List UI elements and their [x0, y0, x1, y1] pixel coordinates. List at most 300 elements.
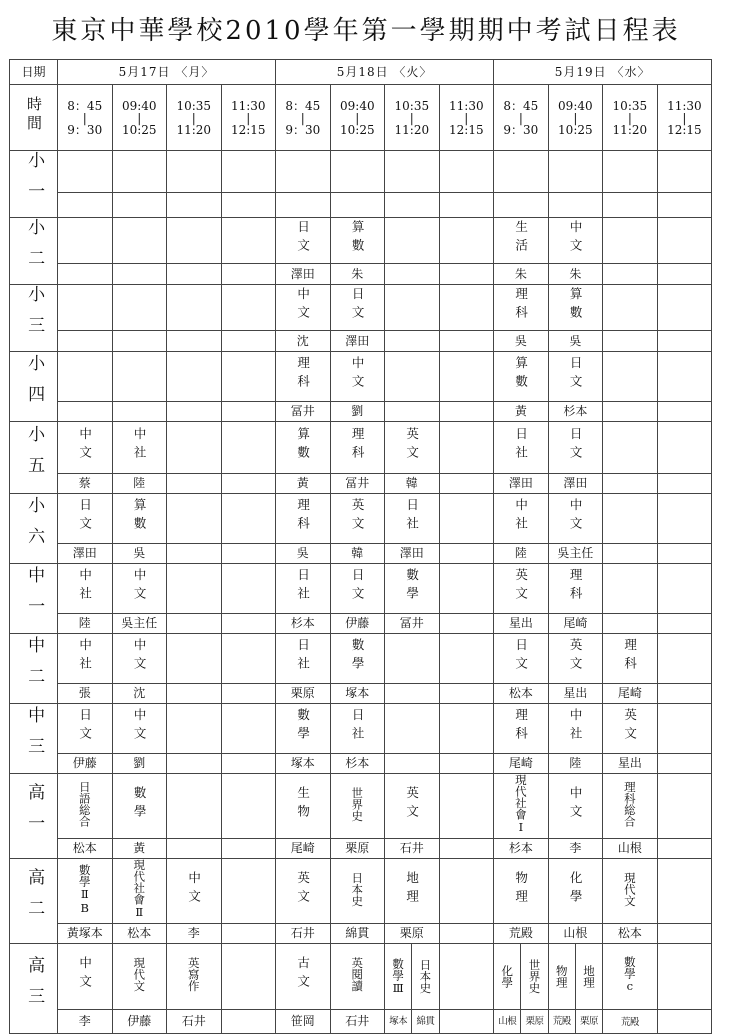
teacher-cell	[657, 264, 712, 285]
teacher-cell	[494, 614, 549, 634]
subject-row	[10, 774, 712, 839]
subject-cell	[439, 634, 494, 684]
subject-row	[10, 859, 712, 924]
teacher-cell	[548, 754, 603, 774]
subject-cell	[603, 422, 658, 474]
teacher-cell	[494, 331, 549, 352]
time-label: 時間	[10, 85, 58, 151]
subject-name: 日本史	[418, 959, 433, 994]
subject-cell	[603, 285, 658, 331]
teacher-name: 蔡	[78, 476, 91, 490]
teacher-cell	[276, 402, 331, 422]
teacher-name: 星出	[508, 616, 533, 630]
teacher-cell	[112, 192, 167, 217]
teacher-name: 松本	[72, 841, 97, 855]
teacher-name: 澤田	[290, 266, 315, 281]
teacher-name: 韓	[405, 476, 418, 490]
subject-name: 算數	[132, 498, 148, 535]
subject-cell	[603, 634, 658, 684]
teacher-name: 星出	[563, 686, 588, 700]
subject-cell	[494, 218, 549, 264]
teacher-cell	[58, 331, 113, 352]
subject-cell	[385, 704, 440, 754]
teacher-cell	[603, 684, 658, 704]
subject-name: 中社	[132, 427, 148, 464]
slot-start: 09:40	[558, 98, 593, 113]
subject-cell	[167, 218, 222, 264]
subject-cell	[112, 774, 167, 839]
subject-name: 數學	[404, 568, 420, 605]
subject-name: 中社	[77, 568, 93, 605]
slot-separator: |	[682, 110, 687, 125]
teacher-cell	[167, 474, 222, 494]
teacher-cell	[276, 924, 331, 944]
subject-cell	[603, 218, 658, 264]
teacher-name: 杉本	[563, 404, 588, 418]
subject-name: 理科	[513, 708, 529, 745]
teacher-name: 澤田	[563, 476, 588, 490]
teacher-cell	[276, 331, 331, 352]
subject-name: 中社	[77, 638, 93, 675]
subject-cell	[494, 704, 549, 754]
grade-label: 小一	[10, 151, 58, 218]
teacher-name: 山根	[617, 841, 642, 855]
subject-cell	[657, 352, 712, 402]
teacher-cell	[330, 684, 385, 704]
teacher-name: 塚本	[389, 1015, 408, 1027]
subject-name: 英文	[513, 568, 529, 605]
teacher-cell	[603, 264, 658, 285]
teacher-cell	[603, 1010, 658, 1034]
slot-start: 09:40	[340, 98, 375, 113]
teacher-cell	[221, 192, 276, 217]
subject-row	[10, 564, 712, 614]
slot-separator: |	[82, 110, 87, 125]
time-slot	[657, 85, 712, 151]
teacher-cell	[58, 402, 113, 422]
subject-cell	[58, 422, 113, 474]
subject-cell	[657, 494, 712, 544]
subject-cell	[603, 859, 658, 924]
teacher-cell	[276, 192, 331, 217]
teacher-cell	[385, 192, 440, 217]
subject-name: 地理	[404, 870, 420, 908]
subject-cell	[494, 944, 549, 1010]
teacher-cell	[276, 1010, 331, 1034]
subject-cell	[58, 774, 113, 839]
subject-name: 中文	[568, 220, 584, 258]
slot-separator: |	[191, 110, 196, 125]
teacher-name: 荒殿	[508, 926, 533, 940]
teacher-name: 吳	[569, 333, 582, 348]
subject-name: 日文	[350, 568, 366, 605]
teacher-cell	[276, 614, 331, 634]
subject-name: 算數	[350, 220, 366, 258]
subject-name: 英文	[295, 870, 311, 908]
time-slot	[221, 85, 276, 151]
teacher-cell	[548, 614, 603, 634]
grade-label: 高一	[10, 774, 58, 859]
subject-name: 生活	[513, 220, 529, 258]
subject-cell	[221, 859, 276, 924]
grade-label: 小六	[10, 494, 58, 564]
subject-cell	[330, 774, 385, 839]
teacher-name: 石井	[345, 1014, 370, 1028]
subject-name: 日文	[295, 220, 311, 258]
subject-name: 數學c	[622, 956, 637, 993]
subject-name: 英閱讀	[350, 957, 365, 992]
teacher-cell	[276, 754, 331, 774]
teacher-name: 星出	[617, 756, 642, 770]
subject-cell	[276, 634, 331, 684]
teacher-cell	[494, 684, 549, 704]
teacher-name: 黃塚本	[66, 926, 103, 940]
time-slot	[439, 85, 494, 151]
subject-cell	[276, 859, 331, 924]
subject-name: 現代文	[132, 957, 147, 992]
subject-cell	[167, 285, 222, 331]
subject-cell	[657, 422, 712, 474]
subject-pair	[494, 944, 548, 1009]
teacher-cell	[439, 474, 494, 494]
teacher-name: 吳主任	[121, 616, 158, 630]
subject-cell	[221, 774, 276, 839]
teacher-cell	[167, 192, 222, 217]
subject-cell	[603, 774, 658, 839]
subject-cell	[657, 774, 712, 839]
subject-cell	[330, 704, 385, 754]
grade-label: 中一	[10, 564, 58, 634]
subject-name: 英寫作	[186, 957, 201, 992]
teacher-name: 杉本	[345, 756, 370, 770]
slot-end: 11:20	[176, 122, 212, 137]
subject-cell	[548, 422, 603, 474]
time-slot	[494, 85, 549, 151]
subject-cell	[439, 422, 494, 474]
subject-cell	[58, 494, 113, 544]
subject-cell	[167, 422, 222, 474]
subject-cell	[112, 422, 167, 474]
teacher-name: 杉本	[290, 616, 315, 630]
teacher-cell	[657, 402, 712, 422]
subject-cell	[548, 285, 603, 331]
subject-cell	[385, 218, 440, 264]
teacher-cell	[439, 839, 494, 859]
subject-cell	[548, 494, 603, 544]
teacher-cell	[548, 924, 603, 944]
teacher-name: 黃	[514, 404, 527, 418]
teacher-cell	[221, 684, 276, 704]
teacher-cell	[439, 1010, 494, 1034]
teacher-cell	[657, 684, 712, 704]
subject-row	[10, 494, 712, 544]
teacher-name: 張	[78, 686, 91, 700]
subject-cell	[603, 704, 658, 754]
subject-name: 日本史	[350, 871, 365, 907]
subject-cell	[221, 704, 276, 754]
teacher-cell	[657, 331, 712, 352]
teacher-cell	[657, 754, 712, 774]
teacher-name: 塚本	[345, 686, 370, 700]
subject-cell	[603, 494, 658, 544]
subject-cell	[548, 859, 603, 924]
teacher-cell	[385, 684, 440, 704]
teacher-cell	[330, 192, 385, 217]
grade-label: 高三	[10, 944, 58, 1034]
time-slot	[385, 85, 440, 151]
teacher-cell	[330, 331, 385, 352]
teacher-name: 沈	[296, 333, 309, 348]
subject-cell	[58, 859, 113, 924]
subject-cell	[385, 774, 440, 839]
subject-row	[10, 151, 712, 193]
subject-cell	[494, 352, 549, 402]
teacher-cell	[494, 192, 549, 217]
subject-cell	[330, 218, 385, 264]
teacher-cell	[439, 264, 494, 285]
teacher-name: 黃	[296, 476, 309, 490]
subject-cell	[330, 422, 385, 474]
subject-cell	[494, 634, 549, 684]
subject-cell	[221, 352, 276, 402]
subject-cell	[112, 634, 167, 684]
teacher-cell	[439, 192, 494, 217]
teacher-cell	[112, 331, 167, 352]
teacher-cell	[494, 924, 549, 944]
subject-cell	[330, 494, 385, 544]
teacher-name: 杉本	[508, 841, 533, 855]
teacher-cell	[603, 331, 658, 352]
teacher-cell	[167, 839, 222, 859]
teacher-row	[10, 924, 712, 944]
teacher-cell	[385, 331, 440, 352]
teacher-name: 沈	[133, 686, 146, 700]
subject-cell	[167, 859, 222, 924]
teacher-cell	[330, 924, 385, 944]
subject-cell	[167, 352, 222, 402]
subject-name: 日社	[295, 568, 311, 605]
subject-name: 英文	[404, 427, 420, 464]
subject-row	[10, 422, 712, 474]
subject-name: 英文	[622, 708, 638, 745]
time-slot	[167, 85, 222, 151]
teacher-cell	[548, 402, 603, 422]
subject-cell	[112, 285, 167, 331]
subject-name: 數學Ⅲ	[391, 958, 406, 995]
teacher-cell	[221, 402, 276, 422]
teacher-name: 綿貫	[416, 1015, 435, 1027]
teacher-name: 栗原	[290, 686, 315, 700]
teacher-cell	[385, 839, 440, 859]
subject-name: 中文	[350, 356, 366, 393]
teacher-cell	[548, 544, 603, 564]
teacher-cell	[276, 474, 331, 494]
teacher-cell	[58, 754, 113, 774]
time-slot	[603, 85, 658, 151]
teacher-cell	[439, 402, 494, 422]
subject-cell	[439, 218, 494, 264]
subject-name: 化學	[568, 870, 584, 908]
teacher-cell	[657, 192, 712, 217]
subject-cell	[167, 564, 222, 614]
teacher-row	[10, 331, 712, 352]
subject-cell	[167, 151, 222, 193]
subject-cell	[494, 285, 549, 331]
teacher-name: 伊藤	[127, 1014, 152, 1028]
subject-row	[10, 285, 712, 331]
subject-cell	[221, 564, 276, 614]
teacher-cell	[494, 839, 549, 859]
subject-name: 理科総合	[622, 781, 637, 827]
subject-name: 算數	[568, 287, 584, 325]
teacher-cell	[167, 754, 222, 774]
teacher-cell	[385, 754, 440, 774]
subject-row	[10, 352, 712, 402]
teacher-name: 朱	[569, 266, 582, 281]
grade-label: 中二	[10, 634, 58, 704]
teacher-name: 朱	[351, 266, 364, 281]
subject-cell	[58, 151, 113, 193]
subject-name: 日社	[513, 427, 529, 464]
subject-cell	[548, 218, 603, 264]
subject-name: 中文	[77, 956, 93, 993]
teacher-cell	[167, 331, 222, 352]
slot-end: 11:20	[394, 122, 430, 137]
time-row	[10, 85, 712, 151]
subject-cell	[112, 352, 167, 402]
teacher-cell	[221, 474, 276, 494]
slot-separator: |	[518, 110, 523, 125]
teacher-cell	[385, 614, 440, 634]
grade-label: 小四	[10, 352, 58, 422]
teacher-cell	[439, 754, 494, 774]
subject-name: 現代社會Ⅱ	[132, 859, 147, 919]
teacher-cell	[112, 614, 167, 634]
subject-name: 日社	[404, 498, 420, 535]
subject-name: 中文	[132, 638, 148, 675]
slot-start: 11:30	[667, 98, 702, 113]
teacher-name: 笹岡	[290, 1014, 315, 1028]
exam-schedule-table	[9, 59, 712, 1034]
subject-name: 中文	[186, 870, 202, 908]
teacher-cell	[276, 684, 331, 704]
teacher-name: 尾崎	[563, 616, 588, 630]
slot-end: 10:25	[340, 122, 375, 137]
subject-cell	[439, 494, 494, 544]
subject-cell	[58, 218, 113, 264]
subject-cell	[330, 151, 385, 193]
teacher-name: 澤田	[508, 476, 533, 490]
teacher-name: 吳	[133, 546, 146, 560]
subject-cell	[548, 634, 603, 684]
subject-cell	[276, 704, 331, 754]
subject-cell	[439, 859, 494, 924]
slot-end: 10:25	[121, 122, 157, 137]
teacher-cell	[58, 839, 113, 859]
subject-name: 日文	[77, 498, 93, 535]
subject-cell	[221, 494, 276, 544]
subject-cell	[657, 634, 712, 684]
subject-cell	[657, 151, 712, 193]
teacher-cell	[385, 264, 440, 285]
subject-name: 世界史	[350, 786, 365, 822]
grade-label: 小五	[10, 422, 58, 494]
subject-name: 理科	[350, 427, 366, 464]
teacher-cell	[603, 402, 658, 422]
grade-label: 小二	[10, 218, 58, 285]
teacher-cell	[603, 924, 658, 944]
slot-start: 8：45	[503, 98, 539, 113]
teacher-cell	[439, 614, 494, 634]
teacher-cell	[221, 1010, 276, 1034]
subject-cell	[276, 944, 331, 1010]
slot-end: 11:20	[612, 122, 648, 137]
teacher-cell	[167, 1010, 222, 1034]
subject-cell	[330, 285, 385, 331]
subject-cell	[548, 352, 603, 402]
subject-cell	[657, 285, 712, 331]
subject-name: 中文	[295, 287, 311, 325]
subject-cell	[439, 564, 494, 614]
slot-end: 10:25	[558, 122, 593, 137]
teacher-name: 荒殿	[620, 1017, 639, 1028]
teacher-cell	[548, 192, 603, 217]
subject-cell	[548, 564, 603, 614]
teacher-cell	[58, 264, 113, 285]
teacher-cell	[330, 839, 385, 859]
subject-name: 日文	[513, 638, 529, 675]
teacher-cell	[58, 1010, 113, 1034]
teacher-name: 栗原	[525, 1015, 544, 1027]
subject-cell	[385, 634, 440, 684]
subject-cell	[58, 944, 113, 1010]
teacher-cell	[112, 264, 167, 285]
teacher-cell	[58, 192, 113, 217]
teacher-cell	[276, 544, 331, 564]
subject-name: 理科	[622, 638, 638, 675]
slot-separator: |	[246, 110, 251, 125]
teacher-name: 李	[78, 1014, 91, 1028]
subject-name: 生物	[295, 785, 311, 823]
teacher-cell	[58, 684, 113, 704]
subject-cell	[494, 564, 549, 614]
teacher-name: 吳主任	[557, 546, 594, 560]
teacher-cell	[385, 402, 440, 422]
teacher-cell	[330, 474, 385, 494]
teacher-row	[10, 839, 712, 859]
subject-cell	[167, 634, 222, 684]
subject-name: 數學ⅡB	[77, 863, 92, 915]
time-slot	[330, 85, 385, 151]
subject-cell	[58, 564, 113, 614]
teacher-name: 陸	[133, 476, 146, 490]
subject-cell	[494, 494, 549, 544]
teacher-cell	[167, 402, 222, 422]
subject-cell	[112, 218, 167, 264]
teacher-cell	[221, 839, 276, 859]
teacher-row	[10, 474, 712, 494]
subject-name: 現代社會Ⅰ	[513, 774, 528, 834]
subject-cell	[221, 422, 276, 474]
subject-name: 數學	[350, 638, 366, 675]
teacher-cell	[167, 264, 222, 285]
teacher-cell	[494, 754, 549, 774]
date-row	[10, 60, 712, 85]
subject-name: 理科	[513, 287, 529, 325]
day-header: 5月18日 〈火〉	[276, 60, 494, 85]
grade-label: 小三	[10, 285, 58, 352]
teacher-cell	[276, 839, 331, 859]
